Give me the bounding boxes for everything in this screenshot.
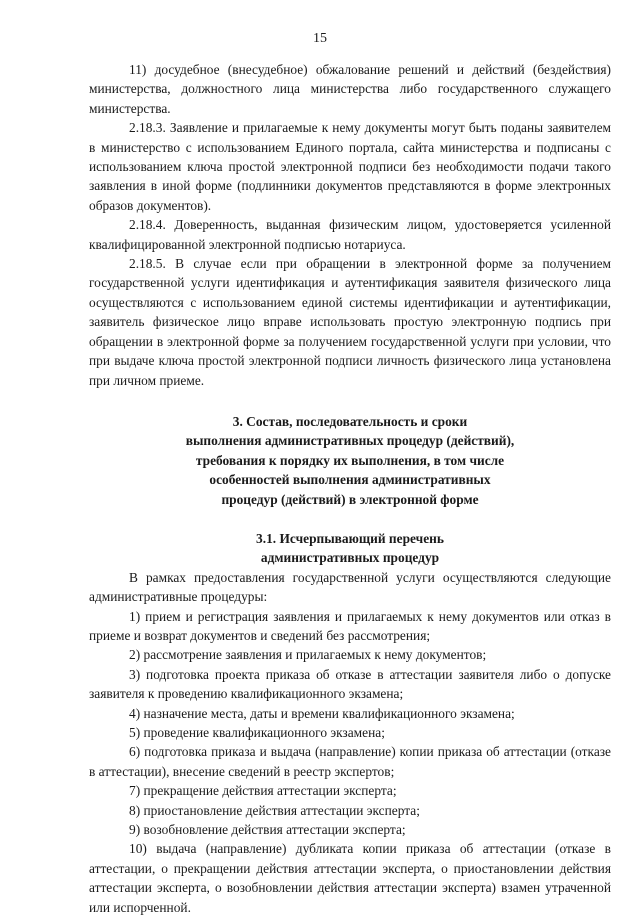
procedure-item: 4) назначение места, даты и времени квалификационного экзамена;: [129, 705, 515, 721]
procedure-item: 1) прием и регистрация заявления и прилагаемых к нему документов или отказ в приеме и возврат документов и сведений без рассмотрения;: [89, 608, 611, 643]
procedure-item: 10) выдача (направление) дубликата копии приказа об аттестации (отказе в аттестации, о прекращении действия аттестации эксперта, о приостановлении действия аттестации эксперта, о возобновлении действия аттестации эксперта) взамен утраченной или испорченной.: [89, 841, 611, 915]
section-3-heading-line: выполнения административных процедур (действий),: [185, 433, 515, 449]
procedure-item: 3) подготовка проекта приказа об отказе в аттестации заявителя либо о допуске заявителя к проведению квалификационного экзамена;: [89, 666, 611, 702]
procedure-item: 5) проведение квалификационного экзамена;: [129, 725, 385, 740]
section-3-heading-line: процедур (действий) в электронной форме: [221, 491, 479, 507]
procedure-item: 7) прекращение действия аттестации эксперта;: [129, 783, 397, 799]
section-3-heading-line: особенностей выполнения административных: [209, 472, 491, 488]
section-3-1-heading: [89, 529, 611, 568]
section-3-1-heading-line: административных процедур: [260, 550, 440, 566]
document-body: [89, 60, 611, 917]
section-3-heading-line: 3. Состав, последовательность и сроки: [232, 413, 468, 429]
procedure-item: 6) подготовка приказа и выдача (направление) копии приказа об аттестации (отказе в аттестации), внесение сведений в реестр экспертов;: [89, 744, 611, 779]
procedures-intro: В рамках предоставления государственной услуги осуществляются следующие административные процедуры:: [89, 569, 611, 605]
section-3-heading: [89, 412, 611, 509]
paragraph-item-11: 11) досудебное (внесудебное) обжалование решений и действий (бездействия) министерства, должностного лица министерства либо государственного служащего министерства.: [89, 62, 611, 116]
procedure-item: 2) рассмотрение заявления и прилагаемых к нему документов;: [129, 647, 487, 663]
paragraph-2-18-3: 2.18.3. Заявление и прилагаемые к нему документы могут быть поданы заявителем в министерство с использованием Единого портала, сайта министерства и подписаны с использованием ключа простой электронной подписи без необходимости подачи такого заявления в иной форме (подлинники документов представляются в форме электронных образов документов).: [89, 120, 611, 213]
procedure-item: 9) возобновление действия аттестации эксперта;: [129, 822, 406, 838]
procedure-item: 8) приостановление действия аттестации эксперта;: [129, 802, 420, 818]
paragraph-2-18-4: 2.18.4. Доверенность, выданная физическим лицом, удостоверяется усиленной квалифицированной электронной подписью нотариуса.: [89, 217, 611, 252]
paragraph-2-18-5: 2.18.5. В случае если при обращении в электронной форме за получением государственной услуги идентификация и аутентификация заявителя физического лица осуществляются с использованием единой системы идентификации и аутентификации, заявитель физическое лицо вправе использовать простую электронную подпись при обращении в электронной форме за получением государственной услуги при условии, что при выдаче ключа простой электронной подписи личность физического лица установлена при личном приеме.: [89, 256, 611, 388]
page-number: 15: [313, 31, 327, 46]
section-3-heading-line: требования к порядку их выполнения, в том числе: [195, 452, 505, 468]
section-3-1-heading-line: 3.1. Исчерпывающий перечень: [256, 530, 444, 546]
